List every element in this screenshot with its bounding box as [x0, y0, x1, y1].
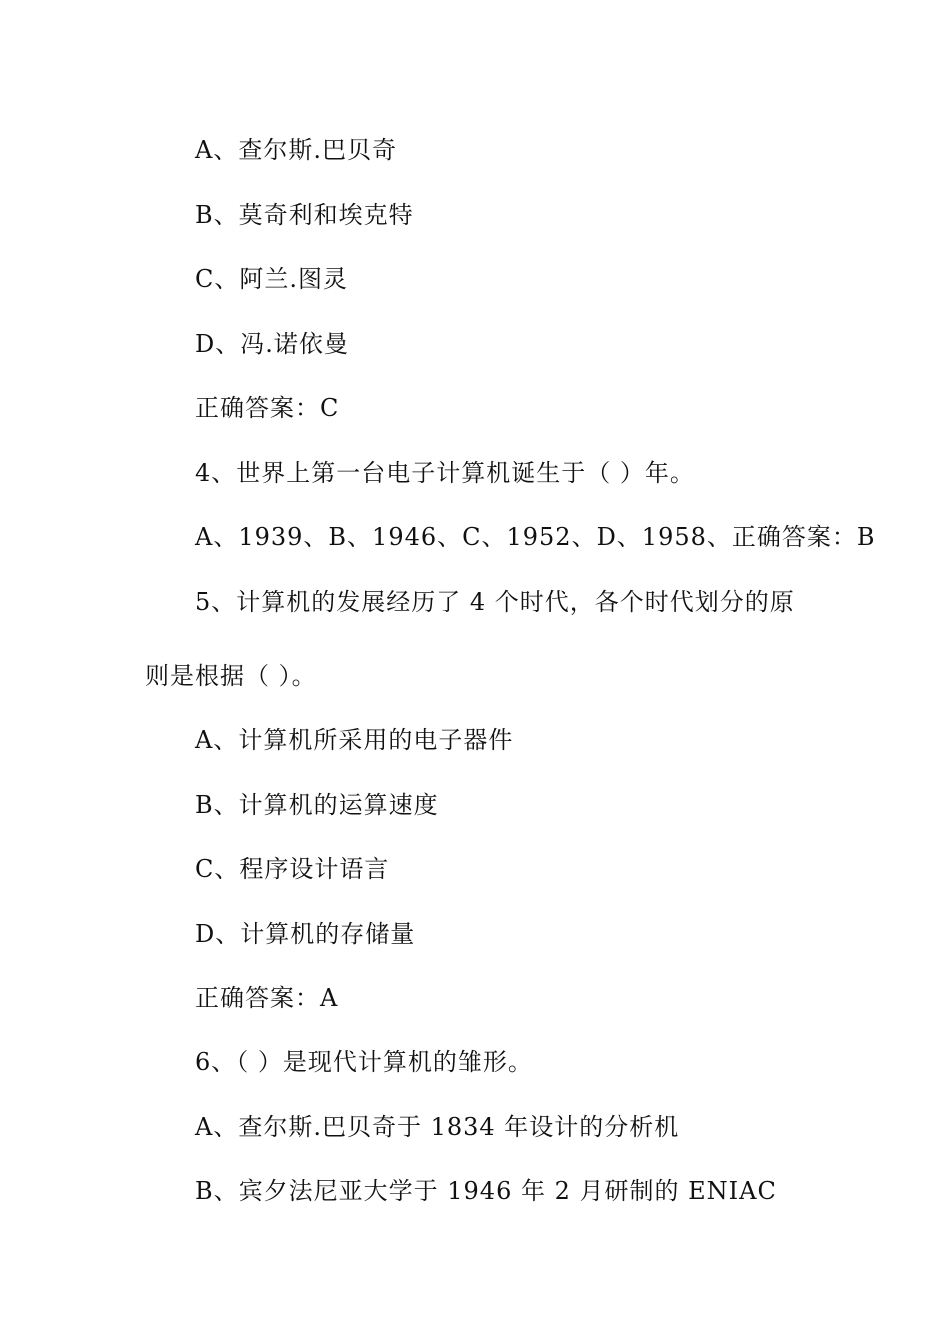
q5-question-line2: 则是根据（ ）。	[145, 662, 317, 690]
q4-question: 4、世界上第一台电子计算机诞生于（ ）年。	[195, 459, 695, 487]
q5-option-d: D、计算机的存储量	[195, 920, 416, 948]
q6-option-b: B、宾夕法尼亚大学于 1946 年 2 月研制的 ENIAC	[195, 1177, 777, 1205]
q5-option-a: A、计算机所采用的电子器件	[195, 726, 514, 754]
q3-answer: 正确答案：C	[195, 394, 340, 422]
q5-question-line1: 5、计算机的发展经历了 4 个时代，各个时代划分的原	[195, 588, 795, 616]
q3-option-b: B、莫奇利和埃克特	[195, 201, 414, 229]
q3-option-d: D、冯.诺依曼	[195, 330, 349, 358]
q6-option-a: A、查尔斯.巴贝奇于 1834 年设计的分析机	[195, 1113, 680, 1141]
q6-question: 6、（ ）是现代计算机的雏形。	[195, 1048, 533, 1076]
q3-option-a: A、查尔斯.巴贝奇	[195, 136, 397, 164]
q4-options-answer: A、1939、B、1946、C、1952、D、1958、正确答案：B	[195, 523, 876, 551]
q5-answer: 正确答案：A	[195, 984, 339, 1012]
q3-option-c: C、阿兰.图灵	[195, 265, 348, 293]
q5-option-b: B、计算机的运算速度	[195, 791, 439, 819]
q5-option-c: C、程序设计语言	[195, 855, 390, 883]
